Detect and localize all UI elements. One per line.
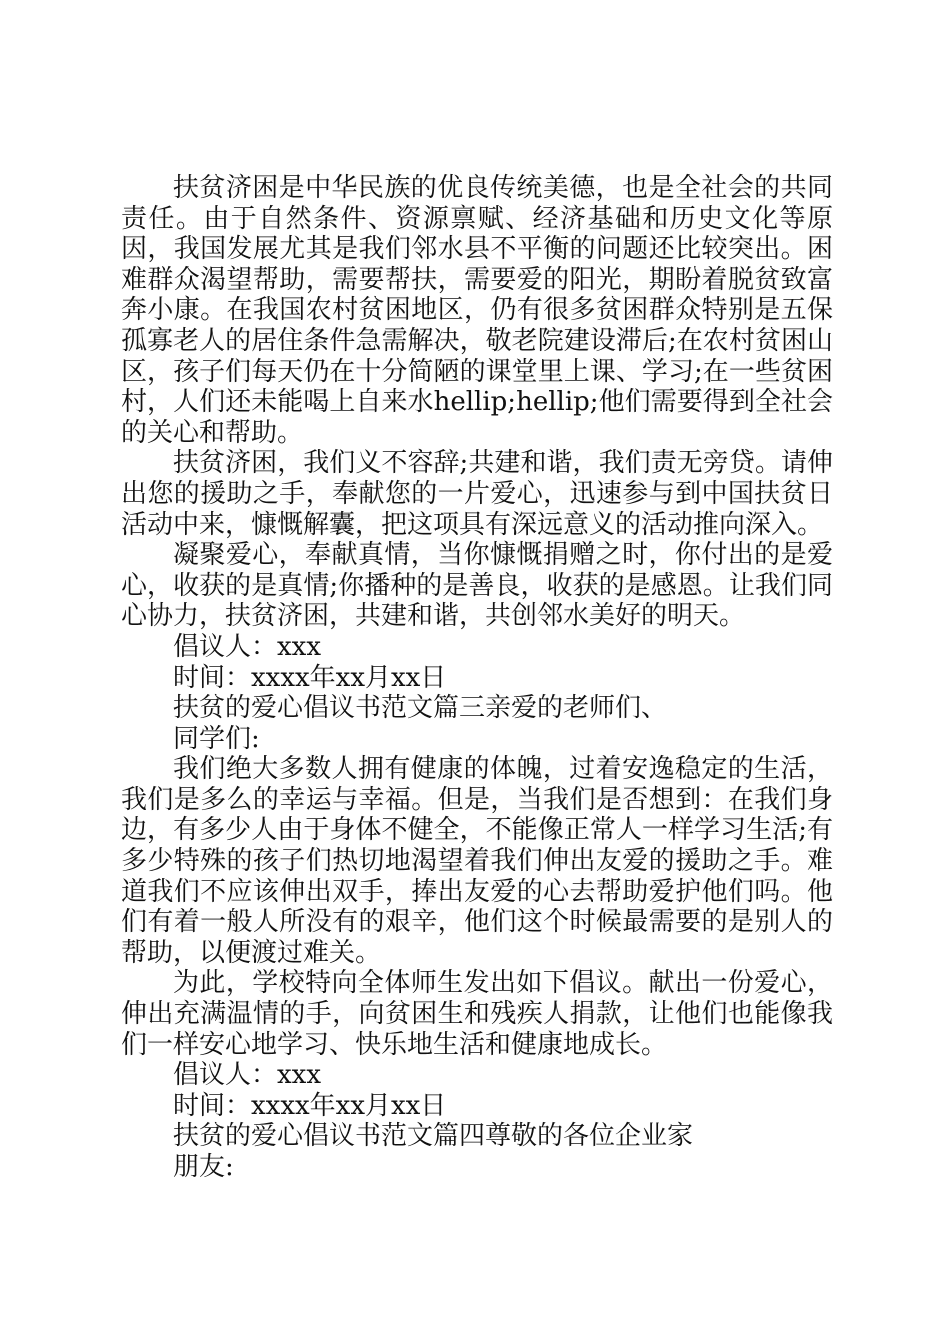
document-body bbox=[121, 173, 833, 1183]
paragraph-proposal-3: 为此，学校特向全体师生发出如下倡议。献出一份爱心，伸出充满温情的手，向贫困生和残疾人捐款，让他们也能像我们一样安心地学习、快乐地生活和健康地成长。 bbox=[121, 968, 833, 1060]
paragraph-intro: 扶贫济困是中华民族的优良传统美德，也是全社会的共同责任。由于自然条件、资源禀赋、经济基础和历史文化等原因，我国发展尤其是我们邻水县不平衡的问题还比较突出。困难群众渴望帮助，需要帮扶，需要爱的阳光，期盼着脱贫致富奔小康。在我国农村贫困地区，仍有很多贫困群众特别是五保孤寡老人的居住条件急需解决，敬老院建设滞后;在农村贫困山区，孩子们每天仍在十分简陋的课堂里上课、学习;在一些贫困村，人们还未能喝上自来水hellip;hellip;他们需要得到全社会的关心和帮助。 bbox=[121, 173, 833, 448]
paragraph-appeal: 扶贫济困，我们义不容辞;共建和谐，我们责无旁贷。请伸出您的援助之手，奉献您的一片爱心，迅速参与到中国扶贫日活动中来，慷慨解囊，把这项具有深远意义的活动推向深入。 bbox=[121, 448, 833, 540]
signer-line: 倡议人：xxx bbox=[173, 1060, 321, 1091]
section-heading-4: 扶贫的爱心倡议书范文篇四尊敬的各位企业家 bbox=[173, 1121, 694, 1152]
paragraph-closing: 凝聚爱心，奉献真情，当你慷慨捐赠之时，你付出的是爱心，收获的是真情;你播种的是善良，收获的是感恩。让我们同心协力，扶贫济困，共建和谐，共创邻水美好的明天。 bbox=[121, 540, 833, 632]
signer-line: 倡议人：xxx bbox=[173, 631, 321, 662]
date-line: 时间：xxxx年xx月xx日 bbox=[173, 1090, 447, 1121]
salutation-line: 同学们: bbox=[173, 723, 260, 754]
date-line: 时间：xxxx年xx月xx日 bbox=[173, 662, 447, 693]
paragraph-body-3: 我们绝大多数人拥有健康的体魄，过着安逸稳定的生活，我们是多么的幸运与幸福。但是，当我们是否想到：在我们身边，有多少人由于身体不健全，不能像正常人一样学习生活;有多少特殊的孩子们热切地渴望着我们伸出友爱的援助之手。难道我们不应该伸出双手，捧出友爱的心去帮助爱护他们吗。他们有着一般人所没有的艰辛，他们这个时候最需要的是别人的帮助，以便渡过难关。 bbox=[121, 754, 833, 968]
section-heading-3: 扶贫的爱心倡议书范文篇三亲爱的老师们、 bbox=[173, 693, 668, 724]
salutation-line: 朋友: bbox=[173, 1152, 234, 1182]
